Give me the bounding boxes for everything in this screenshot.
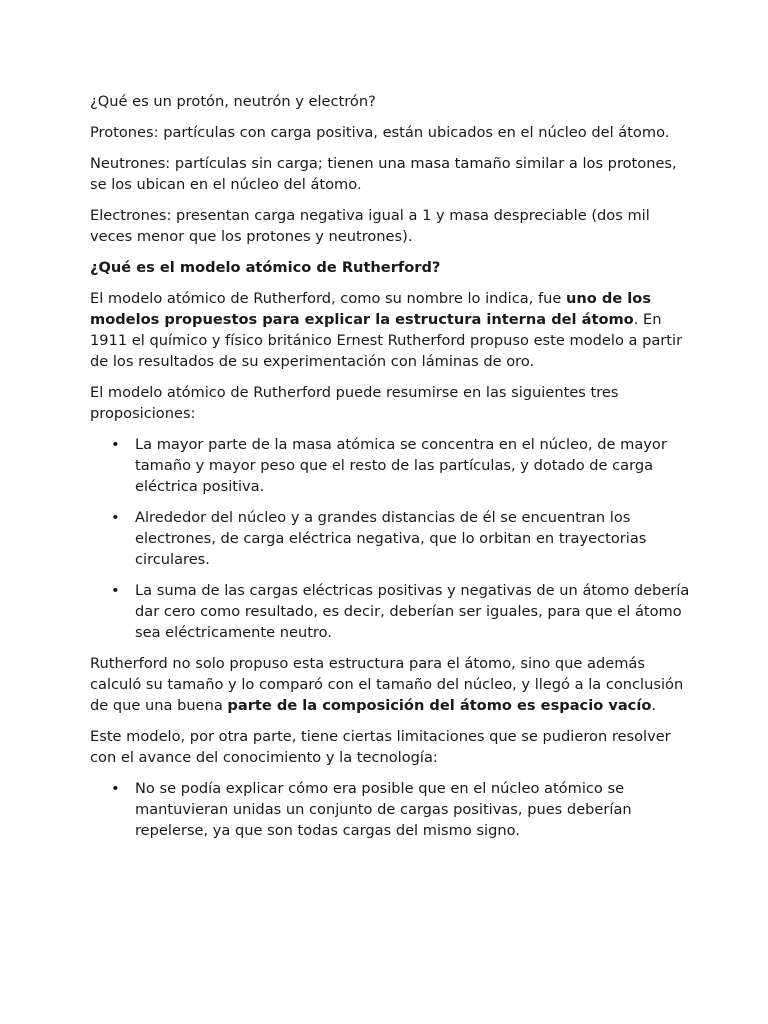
question-heading: ¿Qué es un protón, neutrón y electrón?	[90, 93, 376, 110]
neutrones-paragraph: Neutrones: partículas sin carga; tienen una masa tamaño similar a los protones, se los ubican en el núcleo del átomo.	[90, 155, 677, 193]
rutherford-question-text: ¿Qué es el modelo atómico de Rutherford?	[90, 259, 441, 276]
propositions-list	[90, 434, 690, 643]
rutherford-question	[90, 257, 690, 278]
list-item-text: No se podía explicar cómo era posible que en el núcleo atómico se mantuvieran unidas un conjunto de cargas positivas, pues deberían repelerse, ya que son todas cargas del mismo signo.	[135, 780, 632, 839]
model-text-a: El modelo atómico de Rutherford, como su nombre lo indica, fue	[90, 290, 566, 307]
limitations-list	[90, 778, 690, 841]
list-item-text: La mayor parte de la masa atómica se concentra en el núcleo, de mayor tamaño y mayor peso que el resto de las partículas, y dotado de carga eléctrica positiva.	[135, 436, 667, 495]
conclusion-text-a: Rutherford no solo propuso esta estructura para el átomo, sino que además calculó su tamaño y lo comparó con el tamaño del núcleo, y llegó a la conclusión de que una buena	[90, 655, 684, 714]
list-item	[111, 778, 690, 841]
conclusion-text-c: .	[651, 697, 656, 714]
bullet-icon: •	[111, 582, 120, 599]
protones-paragraph: Protones: partículas con carga positiva, están ubicados en el núcleo del átomo.	[90, 124, 670, 141]
propositions-intro: El modelo atómico de Rutherford puede resumirse en las siguientes tres proposiciones:	[90, 384, 619, 422]
bullet-icon: •	[111, 509, 120, 526]
conclusion-text-bold: parte de la composición del átomo es espacio vacío	[227, 697, 652, 714]
list-item	[111, 580, 690, 643]
model-text-bold: uno de los modelos propuestos para explicar la estructura interna del átomo	[90, 290, 652, 328]
list-item-text: La suma de las cargas eléctricas positivas y negativas de un átomo debería dar cero como resultado, es decir, deberían ser iguales, para que el átomo sea eléctricamente neutro.	[135, 582, 690, 641]
model-paragraph	[90, 288, 690, 372]
list-item	[111, 507, 690, 570]
list-item	[111, 434, 690, 497]
bullet-icon: •	[111, 780, 120, 797]
model-text-c: . En 1911 el químico y físico británico Ernest Rutherford propuso este modelo a partir de los resultados de su experimentación con láminas de oro.	[90, 311, 683, 370]
bullet-icon: •	[111, 436, 120, 453]
electrones-paragraph: Electrones: presentan carga negativa igual a 1 y masa despreciable (dos mil veces menor que los protones y neutrones).	[90, 207, 650, 245]
document-page	[90, 91, 690, 851]
list-item-text: Alrededor del núcleo y a grandes distancias de él se encuentran los electrones, de carga eléctrica negativa, que lo orbitan en trayectorias circulares.	[135, 509, 647, 568]
limitations-intro: Este modelo, por otra parte, tiene ciertas limitaciones que se pudieron resolver con el avance del conocimiento y la tecnología:	[90, 728, 671, 766]
conclusion-paragraph	[90, 653, 690, 716]
